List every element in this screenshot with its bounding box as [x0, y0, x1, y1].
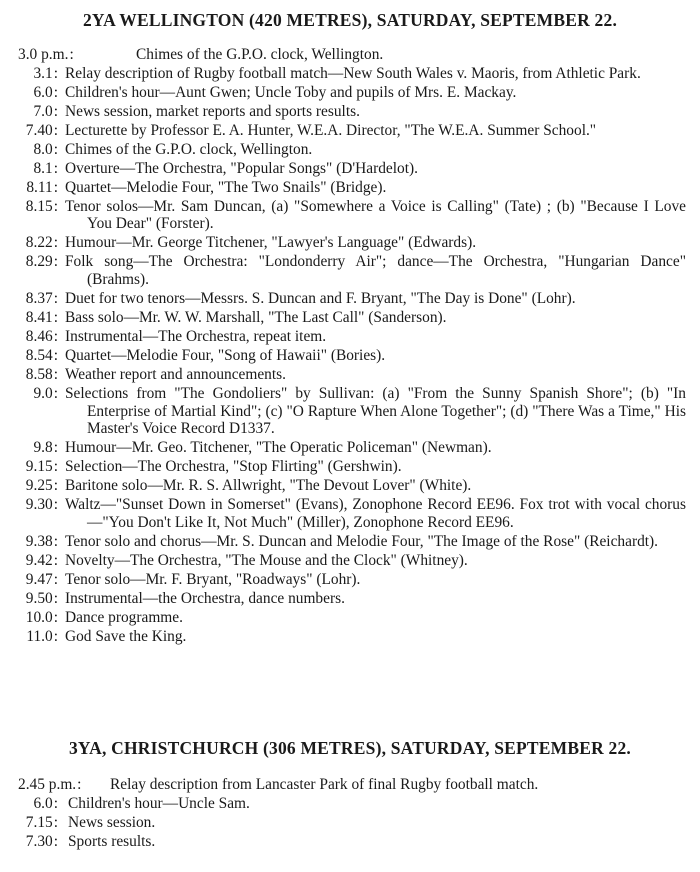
entry-time: 11.0 : — [0, 628, 58, 646]
entry-time: 2.45 p.m. : — [18, 776, 81, 794]
programme-entry — [0, 366, 700, 384]
programme-entry — [0, 141, 700, 159]
programme-entry — [0, 385, 700, 438]
programme-entry — [0, 533, 700, 551]
entry-time: 8.0 : — [0, 141, 58, 159]
entry-time: 8.46 : — [0, 328, 58, 346]
programme-entry — [0, 46, 700, 64]
entry-time: 8.41 : — [0, 309, 58, 327]
programme-entry — [0, 347, 700, 365]
entry-description: Lecturette by Professor E. A. Hunter, W.E.A. Director, "The W.E.A. Summer School." — [65, 121, 597, 139]
programme-entry — [0, 234, 700, 252]
programme-entry — [0, 795, 700, 813]
programme-entry — [0, 309, 700, 327]
programme-entry — [0, 458, 700, 476]
entry-description: Bass solo—Mr. W. W. Marshall, "The Last Call" (Sanderson). — [65, 309, 447, 326]
entry-time: 7.40 : — [0, 122, 58, 140]
section-heading: 2YA WELLINGTON (420 METRES), SATURDAY, SEPTEMBER 22. — [82, 10, 618, 30]
entry-description: Humour—Mr. Geo. Titchener, "The Operatic Policeman" (Newman). — [65, 439, 492, 457]
entry-description: News session, market reports and sports results. — [65, 102, 360, 120]
section-3ya-christchurch — [0, 738, 700, 759]
entry-time: 9.0 : — [0, 385, 58, 403]
entry-time: 8.1 : — [0, 160, 58, 178]
entry-time: 3.1 : — [0, 65, 58, 83]
programme-entry — [0, 328, 700, 346]
entry-description: Chimes of the G.P.O. clock, Wellington. — [65, 140, 313, 158]
entry-description: Relay description from Lancaster Park of final Rugby football match. — [110, 776, 539, 793]
entry-description: Folk song—The Orchestra: "Londonderry Air"; dance—The Orchestra, "Hungarian Dance" (Brahms). — [65, 253, 686, 289]
entry-time: 7.0 : — [0, 103, 58, 121]
entry-description: Tenor solo and chorus—Mr. S. Duncan and Melodie Four, "The Image of the Rose" (Reichardt). — [65, 532, 659, 550]
programme-entry — [0, 65, 700, 83]
entry-time: 8.58 : — [0, 366, 58, 384]
programme-entry — [0, 290, 700, 308]
entry-time: 9.38 : — [0, 533, 58, 551]
section-2ya-wellington — [0, 10, 700, 31]
entry-description: Duet for two tenors—Messrs. S. Duncan and F. Bryant, "The Day is Done" (Lohr). — [65, 290, 576, 308]
entry-description: Waltz—"Sunset Down in Somerset" (Evans), Zonophone Record EE96. Fox trot with vocal chorus—"You Don't Like It, Not Much" (Miller), Zonophone Record EE96. — [65, 496, 686, 531]
entry-time: 9.47 : — [0, 571, 58, 589]
entry-description: Quartet—Melodie Four, "Song of Hawaii" (Bories). — [65, 346, 386, 364]
entry-description: Sports results. — [68, 832, 156, 850]
entry-description: Relay description of Rugby football match—New South Wales v. Maoris, from Athletic Park. — [65, 64, 641, 82]
programme-entry — [0, 439, 700, 457]
entry-time: 9.8 : — [0, 439, 58, 457]
entry-description: Instrumental—the Orchestra, dance numbers. — [65, 589, 345, 607]
entry-description: Selections from "The Gondoliers" by Sullivan: (a) "From the Sunny Spanish Shore"; (b) "In Enterprise of Martial Kind"; (c) "O Rapture When Alone Together"; (d) "There Was a Time," His Master's Voice Record D1337. — [65, 384, 686, 438]
entry-time: 9.30 : — [0, 496, 58, 514]
entry-time: 9.42 : — [0, 552, 58, 570]
programme-entry — [0, 122, 700, 140]
programme-entry — [0, 833, 700, 851]
entry-description: Chimes of the G.P.O. clock, Wellington. — [136, 46, 384, 63]
entry-description: Weather report and announcements. — [65, 365, 286, 383]
programme-list-3ya — [0, 776, 700, 852]
entry-description: Tenor solos—Mr. Sam Duncan, (a) "Somewhere a Voice is Calling" (Tate) ; (b) "Because I Love You Dear" (Forster). — [65, 197, 686, 233]
entry-time: 6.0 : — [0, 795, 58, 813]
programme-entry — [0, 253, 700, 288]
entry-time: 7.30 : — [0, 833, 58, 851]
entry-description: Baritone solo—Mr. R. S. Allwright, "The Devout Lover" (White). — [65, 477, 472, 495]
entry-description: Instrumental—The Orchestra, repeat item. — [65, 327, 327, 345]
section-heading: 3YA, CHRISTCHURCH (306 METRES), SATURDAY, SEPTEMBER 22. — [68, 738, 632, 758]
programme-entry — [0, 552, 700, 570]
entry-description: Novelty—The Orchestra, "The Mouse and the Clock" (Whitney). — [65, 551, 468, 569]
entry-time: 8.11 : — [0, 179, 58, 197]
entry-description: Overture—The Orchestra, "Popular Songs" (D'Hardelot). — [65, 159, 418, 177]
programme-entry — [0, 103, 700, 121]
entry-time: 10.0 : — [0, 609, 58, 627]
programme-entry — [0, 198, 700, 233]
entry-description: Tenor solo—Mr. F. Bryant, "Roadways" (Lohr). — [65, 570, 361, 588]
programme-entry — [0, 590, 700, 608]
entry-description: Children's hour—Uncle Sam. — [68, 794, 250, 812]
entry-time: 9.25 : — [0, 477, 58, 495]
entry-description: Humour—Mr. George Titchener, "Lawyer's Language" (Edwards). — [65, 234, 477, 252]
entry-description: Selection—The Orchestra, "Stop Flirting" (Gershwin). — [65, 458, 402, 476]
programme-entry — [0, 160, 700, 178]
programme-entry — [0, 84, 700, 102]
entry-time: 8.37 : — [0, 290, 58, 308]
entry-description: Children's hour—Aunt Gwen; Uncle Toby and pupils of Mrs. E. Mackay. — [65, 83, 517, 101]
programme-entry — [0, 496, 700, 531]
programme-entry — [0, 571, 700, 589]
programme-entry — [0, 609, 700, 627]
entry-time: 9.15 : — [0, 458, 58, 476]
entry-time: 8.54 : — [0, 347, 58, 365]
programme-list-2ya — [0, 46, 700, 647]
programme-entry — [0, 814, 700, 832]
entry-time: 8.15 : — [0, 198, 58, 216]
entry-time: 6.0 : — [0, 84, 58, 102]
entry-time: 7.15 : — [0, 814, 58, 832]
entry-time: 8.22 : — [0, 234, 58, 252]
entry-description: News session. — [68, 813, 156, 831]
programme-entry — [0, 776, 700, 794]
entry-time: 9.50 : — [0, 590, 58, 608]
programme-entry — [0, 628, 700, 646]
entry-time: 8.29 : — [0, 253, 58, 271]
entry-time: 3.0 p.m. : — [18, 46, 74, 64]
programme-entry — [0, 477, 700, 495]
entry-description: Dance programme. — [65, 608, 183, 626]
entry-description: Quartet—Melodie Four, "The Two Snails" (Bridge). — [65, 178, 387, 196]
programme-entry — [0, 179, 700, 197]
entry-description: God Save the King. — [65, 627, 187, 645]
